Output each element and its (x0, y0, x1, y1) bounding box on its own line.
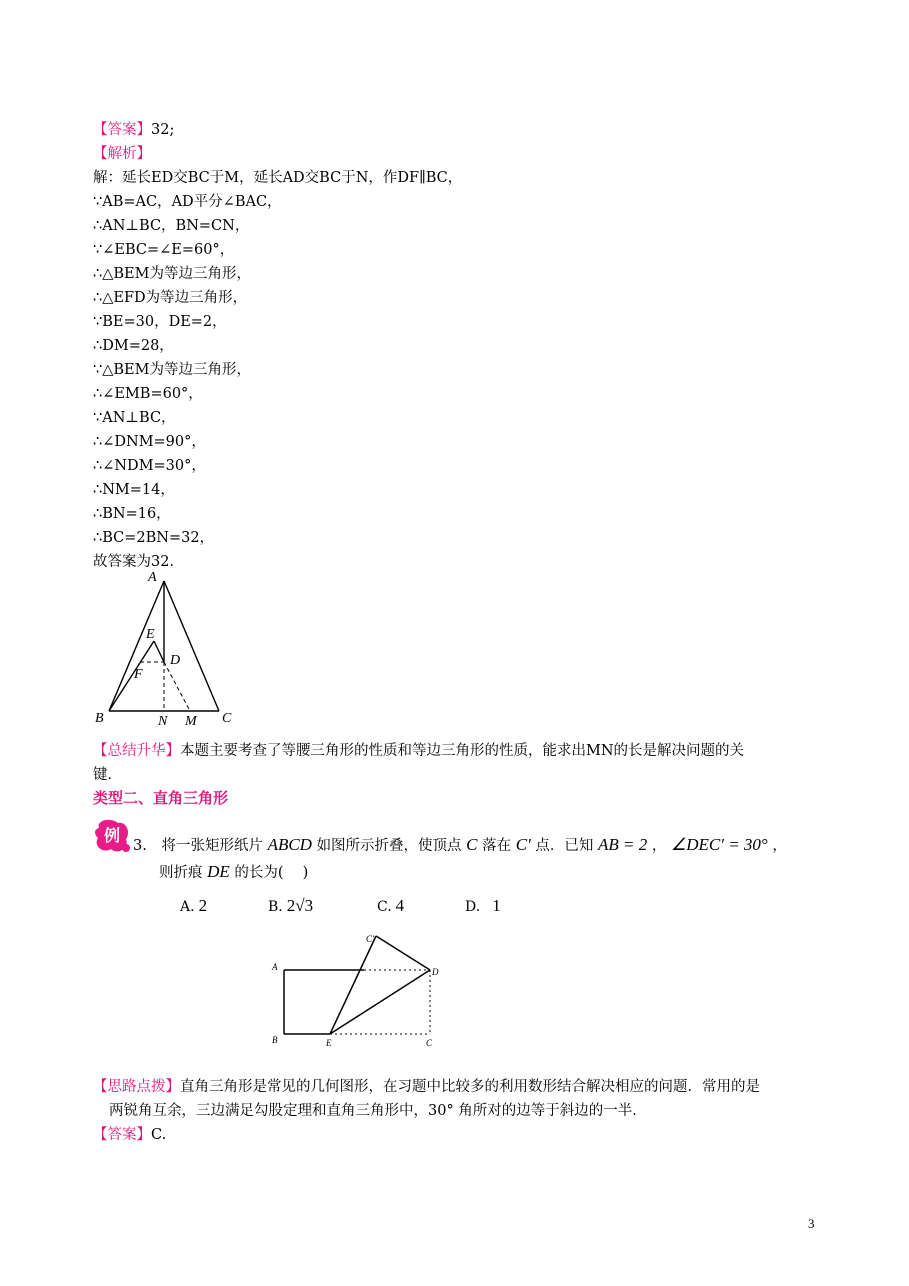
question-text: 的长为( ) (234, 865, 309, 881)
question-text: 如图所示折叠，使顶点 (316, 838, 462, 854)
solution-line: ∴△BEM为等边三角形， (93, 266, 251, 282)
point-c-prime-label: C′ (366, 934, 374, 944)
solution-line: ∴BC=2BN=32， (93, 530, 215, 546)
point-b-label: B (272, 1035, 278, 1045)
point-f-label: F (134, 667, 143, 682)
point-n-label: N (158, 714, 168, 729)
example-badge-icon (93, 818, 131, 854)
solution-line: ∴∠NDM=30°， (93, 458, 206, 474)
option-value: 1 (492, 896, 501, 915)
answer-tag: 【答案】 (93, 122, 151, 138)
option-value: 2 (198, 896, 208, 915)
solution-line: ∴∠DNM=90°， (93, 434, 206, 450)
question-line-2 (159, 862, 308, 883)
example-badge-text: 例 (104, 826, 121, 845)
math-c: C (466, 835, 478, 854)
point-a-label: A (272, 962, 278, 972)
point-a-label: A (148, 570, 157, 585)
question-text: 将一张矩形纸片 (161, 838, 263, 854)
question-text: ， (651, 838, 667, 854)
segment-c-prime-d (376, 936, 430, 970)
solution-line: ∴△EFD为等边三角形， (93, 290, 248, 306)
hint-line-1 (93, 1077, 760, 1097)
answer2-value: C. (151, 1127, 167, 1143)
option-b[interactable] (268, 896, 313, 916)
summary-text-1: 本题主要考查了等腰三角形的性质和等边三角形的性质，能求出MN的长是解决问题的关 (180, 743, 745, 759)
math-de: DE (207, 862, 230, 881)
option-label: A. (180, 899, 195, 915)
solution-line: ∴AN⊥BC，BN=CN， (93, 218, 250, 234)
option-value: 2√3 (286, 896, 314, 915)
math-angle-dec: ∠DEC′ = 30° (670, 835, 768, 854)
segment-be (109, 641, 154, 711)
answer-value: 32; (151, 122, 175, 138)
fold-figure (268, 930, 446, 1052)
point-c-label: C (426, 1038, 433, 1048)
solution-line: ∴BN=16， (93, 506, 171, 522)
segment-dm (164, 662, 190, 711)
point-e-label: E (146, 627, 155, 642)
summary-line-1 (93, 741, 744, 761)
section-heading: 类型二、直角三角形 (93, 789, 229, 807)
answer-line (93, 120, 174, 140)
solution-line: ∵AB=AC，AD平分∠BAC， (93, 194, 282, 210)
point-e-label: E (326, 1038, 332, 1048)
summary-line-2: 键． (93, 767, 122, 783)
analysis-line (93, 144, 151, 164)
question-number: 3. (133, 838, 147, 854)
solution-line: ∵BE=30，DE=2， (93, 314, 227, 330)
solution-line: ∵△BEM为等边三角形， (93, 362, 251, 378)
hint-text-1: 直角三角形是常见的几何图形，在习题中比较多的利用数形结合解决相应的问题．常用的是 (180, 1079, 760, 1095)
question-text: 落在 (482, 838, 512, 854)
question-text: 点．已知 (535, 838, 594, 854)
summary-tag: 【总结升华】 (93, 743, 180, 759)
segment-ac (164, 581, 219, 711)
hint-line-2: 两锐角互余，三边满足勾股定理和直角三角形中，30° 角所对的边等于斜边的一半． (109, 1103, 647, 1119)
math-abcd: ABCD (267, 835, 312, 854)
point-d-label: D (432, 967, 439, 977)
triangle-figure (88, 566, 248, 732)
point-b-label: B (95, 711, 104, 726)
option-d[interactable] (465, 896, 501, 916)
question-text: 则折痕 (159, 865, 203, 881)
solution-line: ∴NM=14， (93, 482, 175, 498)
solution-line: ∵∠EBC=∠E=60°， (93, 242, 235, 258)
point-m-label: M (185, 714, 197, 729)
solution-line: ∴∠EMB=60°， (93, 386, 203, 402)
answer2-tag: 【答案】 (93, 1127, 151, 1143)
math-c-prime: C′ (515, 835, 531, 854)
option-value: 4 (395, 896, 405, 915)
question-text: ， (772, 838, 787, 854)
solution-line: ∵AN⊥BC， (93, 410, 176, 426)
answer2-line (93, 1125, 166, 1145)
point-c-label: C (222, 711, 232, 726)
segment-ed (154, 641, 164, 662)
option-label: D. (465, 899, 481, 915)
option-a[interactable] (180, 896, 207, 916)
option-label: C. (377, 899, 392, 915)
page-number: 3 (808, 1216, 815, 1231)
math-ab-equals: AB = 2 (598, 835, 648, 854)
hint-tag: 【思路点拨】 (93, 1079, 180, 1095)
analysis-tag: 【解析】 (93, 146, 151, 162)
question-line-1 (133, 835, 787, 856)
solution-line: 故答案为32． (93, 554, 184, 570)
option-c[interactable] (377, 896, 404, 916)
solution-line: 解：延长ED交BC于M，延长AD交BC于N，作DF∥BC， (93, 170, 463, 186)
solution-line: ∴DM=28， (93, 338, 174, 354)
point-d-label: D (170, 653, 181, 668)
option-label: B. (268, 899, 283, 915)
